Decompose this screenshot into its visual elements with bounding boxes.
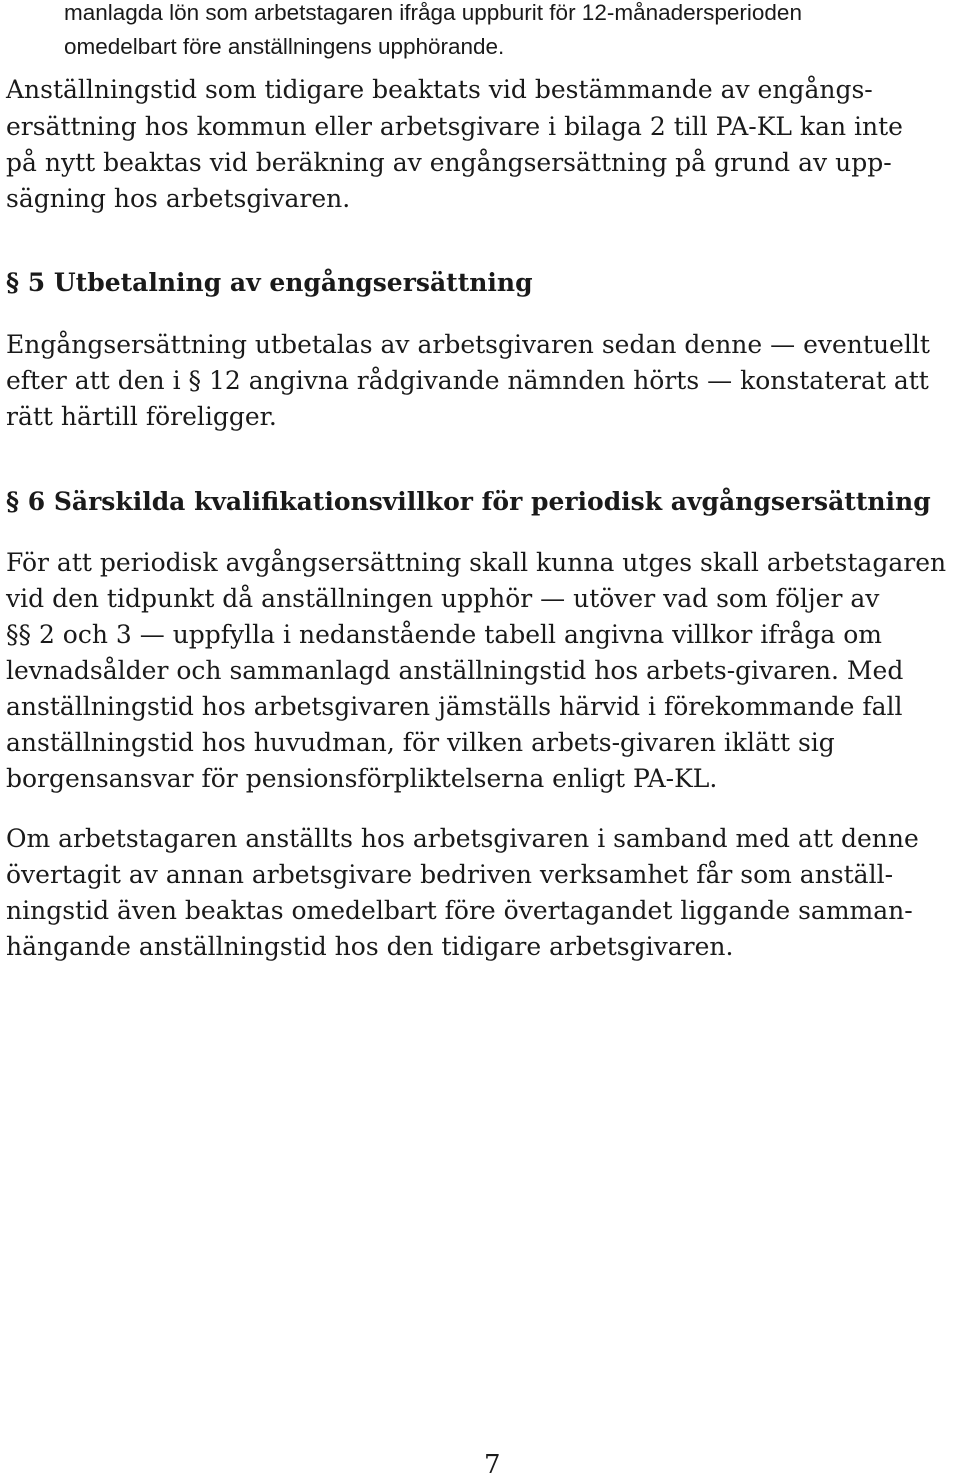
section-6-heading: § 6 Särskilda kvalifikationsvillkor för periodisk avgångsersättning [6,487,931,516]
body-line: §§ 2 och 3 — uppfylla i nedanstående tabell angivna villkor ifråga om [6,620,882,649]
body-line: borgensansvar för pensionsförpliktelserna enligt PA-KL. [6,764,718,793]
body-line: levnadsålder och sammanlagd anställningstid hos arbets-givaren. Med [6,656,904,685]
body-line: Anställningstid som tidigare beaktats vid bestämmande av engångs- [6,75,873,104]
body-line: på nytt beaktas vid beräkning av engångsersättning på grund av upp- [6,148,892,177]
body-line: anställningstid hos huvudman, för vilken arbets-givaren iklätt sig [6,728,835,757]
body-line: vid den tidpunkt då anställningen upphör — utöver vad som följer av [6,584,880,613]
body-line: För att periodisk avgångsersättning skall kunna utges skall arbetstagaren [6,548,947,577]
body-line: hängande anställningstid hos den tidigare arbetsgivaren. [6,932,734,961]
body-line: ersättning hos kommun eller arbetsgivare i bilaga 2 till PA-KL kan inte [6,112,903,141]
body-line: Engångsersättning utbetalas av arbetsgivaren sedan denne — eventuellt [6,330,930,359]
page-number: 7 [484,1450,501,1480]
body-line: efter att den i § 12 angivna rådgivande nämnden hörts — konstaterat att [6,366,929,395]
intro-line: manlagda lön som arbetstagaren ifråga uppburit för 12-månadersperioden [64,0,802,25]
body-line: anställningstid hos arbetsgivaren jämställs härvid i förekommande fall [6,692,903,721]
body-line: övertagit av annan arbetsgivare bedriven verksamhet får som anställ- [6,860,894,889]
body-line: ningstid även beaktas omedelbart före övertagandet liggande samman- [6,896,913,925]
body-line: Om arbetstagaren anställts hos arbetsgivaren i samband med att denne [6,824,919,853]
body-line: sägning hos arbetsgivaren. [6,184,351,213]
intro-line: omedelbart före anställningens upphörande. [64,34,505,59]
body-line: rätt härtill föreligger. [6,402,277,431]
section-5-heading: § 5 Utbetalning av engångsersättning [6,268,533,297]
